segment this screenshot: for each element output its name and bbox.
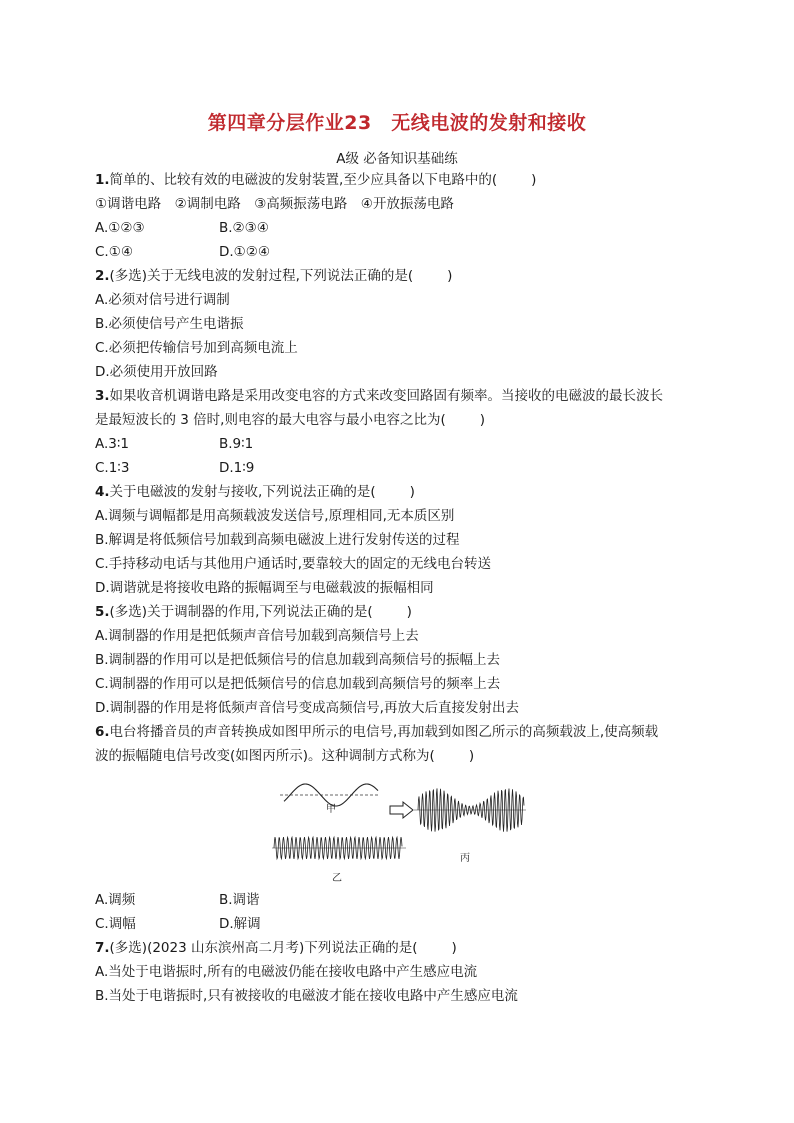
q2-option-c: C.必须把传输信号加到高频电流上	[95, 340, 298, 356]
label-yi: 乙	[332, 873, 342, 884]
q2-option-b: B.必须使信号产生电谐振	[95, 316, 244, 332]
q7-option-b: B.当处于电谐振时,只有被接收的电磁波才能在接收电路中产生感应电流	[95, 988, 518, 1004]
q4-stem: 4.关于电磁波的发射与接收,下列说法正确的是( )	[95, 484, 415, 500]
q1-option-d: D.①②④	[219, 244, 270, 260]
q5-option-a: A.调制器的作用是把低频声音信号加载到高频信号上去	[95, 628, 419, 644]
q1-option-b: B.②③④	[219, 220, 269, 236]
q5-option-d: D.调制器的作用是将低频声音信号变成高频信号,再放大后直接发射出去	[95, 700, 519, 716]
q1-option-a: A.①②③	[95, 220, 145, 236]
q6-option-c: C.调幅	[95, 916, 136, 932]
figure-yi-carrier	[272, 837, 406, 884]
q4-option-c: C.手持移动电话与其他用户通话时,要靠较大的固定的无线电台转送	[95, 556, 492, 572]
q5-option-b: B.调制器的作用可以是把低频信号的信息加载到高频信号的振幅上去	[95, 652, 501, 668]
q3-option-b: B.9∶1	[219, 436, 254, 452]
q1-options-row2	[95, 243, 270, 261]
q5-option-c: C.调制器的作用可以是把低频信号的信息加载到高频信号的频率上去	[95, 676, 501, 692]
q1-stem: 1.简单的、比较有效的电磁波的发射装置,至少应具备以下电路中的( )	[95, 172, 537, 188]
q2-option-a: A.必须对信号进行调制	[95, 292, 230, 308]
q2-stem: 2.(多选)关于无线电波的发射过程,下列说法正确的是( )	[95, 268, 453, 284]
q6-stem-line2: 波的振幅随电信号改变(如图丙所示)。这种调制方式称为( )	[95, 748, 475, 764]
section-heading: A级 必备知识基础练	[336, 151, 458, 167]
q3-stem-line1: 3.如果收音机调谐电路是采用改变电容的方式来改变回路固有频率。当接收的电磁波的最长波长	[95, 388, 664, 404]
q1-items: ①调谐电路 ②调制电路 ③高频振荡电路 ④开放振荡电路	[95, 196, 454, 212]
q2-option-d: D.必须使用开放回路	[95, 364, 218, 380]
page-title: 第四章分层作业23 无线电波的发射和接收	[207, 112, 587, 134]
label-bing: 丙	[460, 853, 470, 864]
q3-options-row2	[95, 459, 255, 477]
q6-options-row1	[95, 891, 260, 909]
q4-option-a: A.调频与调幅都是用高频载波发送信号,原理相同,无本质区别	[95, 508, 455, 524]
label-jia: 甲	[326, 804, 336, 815]
q6-option-d: D.解调	[219, 916, 261, 932]
q3-option-c: C.1∶3	[95, 460, 130, 476]
q4-option-b: B.解调是将低频信号加载到高频电磁波上进行发射传送的过程	[95, 532, 460, 548]
q6-stem-line1: 6.电台将播音员的声音转换成如图甲所示的电信号,再加载到如图乙所示的高频载波上,使高频载	[95, 724, 659, 740]
modulation-figure	[268, 775, 530, 885]
q6-option-b: B.调谐	[219, 892, 260, 908]
q3-stem-line2: 是最短波长的 3 倍时,则电容的最大电容与最小电容之比为( )	[95, 412, 486, 428]
q6-option-a: A.调频	[95, 892, 136, 908]
q5-stem: 5.(多选)关于调制器的作用,下列说法正确的是( )	[95, 604, 412, 620]
figure-jia-signal	[280, 784, 380, 815]
q3-options-row1	[95, 435, 254, 453]
arrow-icon	[390, 802, 413, 818]
q7-stem: 7.(多选)(2023 山东滨州高二月考)下列说法正确的是( )	[95, 940, 457, 956]
figure-bing-am-wave	[414, 788, 526, 864]
q3-option-a: A.3∶1	[95, 436, 129, 452]
q1-options-row1	[95, 219, 269, 237]
q6-options-row2	[95, 915, 261, 933]
q1-option-c: C.①④	[95, 244, 133, 260]
q4-option-d: D.调谐就是将接收电路的振幅调至与电磁载波的振幅相同	[95, 580, 434, 596]
q3-option-d: D.1∶9	[219, 460, 255, 476]
q7-option-a: A.当处于电谐振时,所有的电磁波仍能在接收电路中产生感应电流	[95, 964, 478, 980]
